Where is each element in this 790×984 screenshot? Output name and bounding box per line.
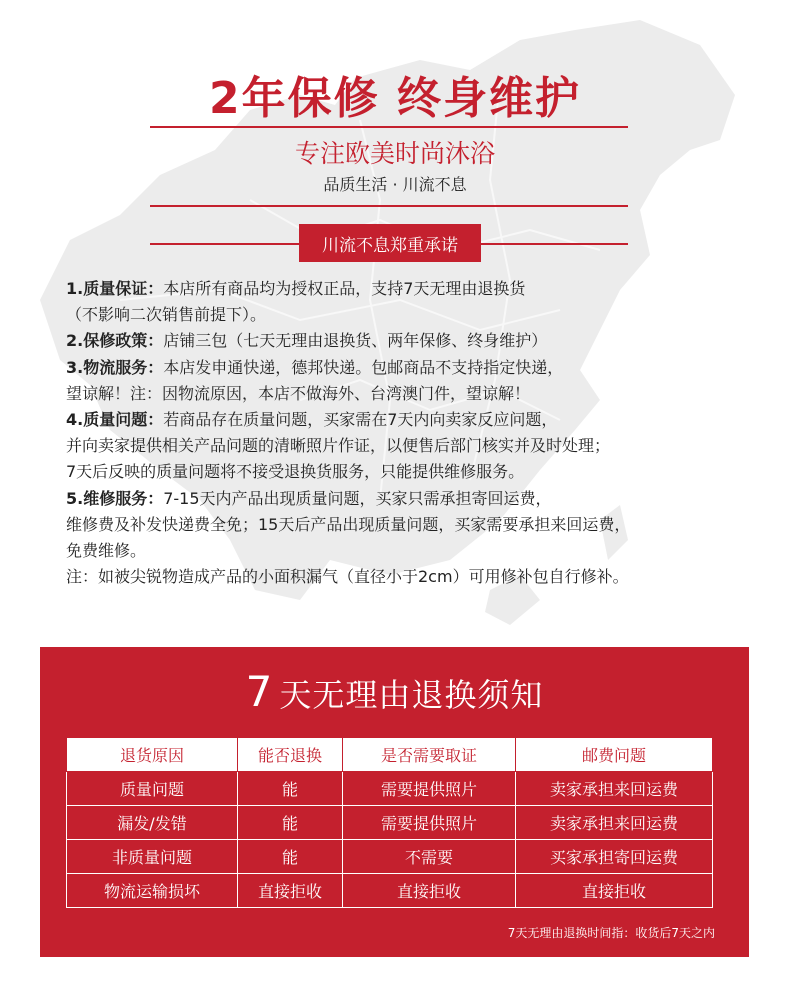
policy-list bbox=[66, 276, 766, 590]
policy-line: 注：如被尖锐物造成产品的小面积漏气（直径小于2cm）可用修补包自行修补。 bbox=[66, 567, 629, 587]
title-divider bbox=[150, 126, 628, 128]
policy-line: 5.维修服务：7-15天内产品出现质量问题，买家只需承担寄回运费， bbox=[66, 488, 552, 508]
policy-line: （不影响二次销售前提下）。 bbox=[66, 305, 267, 325]
table-row bbox=[67, 772, 713, 806]
return-period-note: 7天无理由退换时间指：收货后7天之内 bbox=[507, 926, 715, 940]
table-cell: 直接拒收 bbox=[516, 874, 713, 908]
table-header-row bbox=[67, 738, 713, 772]
table-cell: 不需要 bbox=[343, 840, 516, 874]
table-cell: 物流运输损坏 bbox=[67, 874, 238, 908]
page-title: 2年保修 终身维护 bbox=[209, 73, 581, 124]
table-row bbox=[67, 806, 713, 840]
table-cell: 能 bbox=[238, 772, 343, 806]
column-header: 退货原因 bbox=[67, 738, 238, 772]
column-header: 是否需要取证 bbox=[343, 738, 516, 772]
badge-line-left bbox=[150, 243, 299, 245]
policy-line: 4.质量问题：若商品存在质量问题，买家需在7天内向卖家反应问题， bbox=[66, 410, 558, 430]
column-header: 能否退换 bbox=[238, 738, 343, 772]
policy-line: 3.物流服务：本店发申通快递，德邦快递。包邮商品不支持指定快递， bbox=[66, 357, 564, 377]
table-cell: 卖家承担来回运费 bbox=[516, 806, 713, 840]
table-cell: 需要提供照片 bbox=[343, 806, 516, 840]
table-cell: 买家承担寄回运费 bbox=[516, 840, 713, 874]
table-cell: 直接拒收 bbox=[343, 874, 516, 908]
table-cell: 非质量问题 bbox=[67, 840, 238, 874]
table-cell: 能 bbox=[238, 806, 343, 840]
subtitle: 专注欧美时尚沐浴 bbox=[294, 139, 495, 168]
table-cell: 卖家承担来回运费 bbox=[516, 772, 713, 806]
return-policy-title: 7 天无理由退换须知 bbox=[245, 667, 544, 716]
badge-line-right bbox=[481, 243, 628, 245]
table-cell: 能 bbox=[238, 840, 343, 874]
policy-line: 并向卖家提供相关产品问题的清晰照片作证，以便售后部门核实并及时处理； bbox=[66, 436, 611, 456]
policy-line: 7天后反映的质量问题将不接受退换货服务，只能提供维修服务。 bbox=[66, 462, 525, 482]
policy-line: 1.质量保证：本店所有商品均为授权正品，支持7天无理由退换货 bbox=[66, 279, 526, 298]
policy-line: 维修费及补发快递费全免；15天后产品出现质量问题，买家需要承担来回运费， bbox=[66, 514, 631, 534]
return-policy-table bbox=[66, 737, 713, 908]
return-policy-panel bbox=[40, 647, 749, 957]
policy-line: 2.保修政策：店铺三包（七天无理由退换货、两年保修、终身维护） bbox=[66, 331, 548, 351]
tagline: 品质生活 · 川流不息 bbox=[323, 175, 467, 194]
table-cell: 直接拒收 bbox=[238, 874, 343, 908]
promise-badge: 川流不息郑重承诺 bbox=[299, 224, 481, 262]
column-header: 邮费问题 bbox=[516, 738, 713, 772]
policy-line: 免费维修。 bbox=[66, 541, 147, 561]
table-row bbox=[67, 874, 713, 908]
subtitle-divider bbox=[150, 205, 628, 207]
table-row bbox=[67, 840, 713, 874]
table-cell: 需要提供照片 bbox=[343, 772, 516, 806]
policy-line: 望谅解！注：因物流原因，本店不做海外、台湾澳门件，望谅解！ bbox=[66, 383, 531, 403]
table-cell: 质量问题 bbox=[67, 772, 238, 806]
table-cell: 漏发/发错 bbox=[67, 806, 238, 840]
